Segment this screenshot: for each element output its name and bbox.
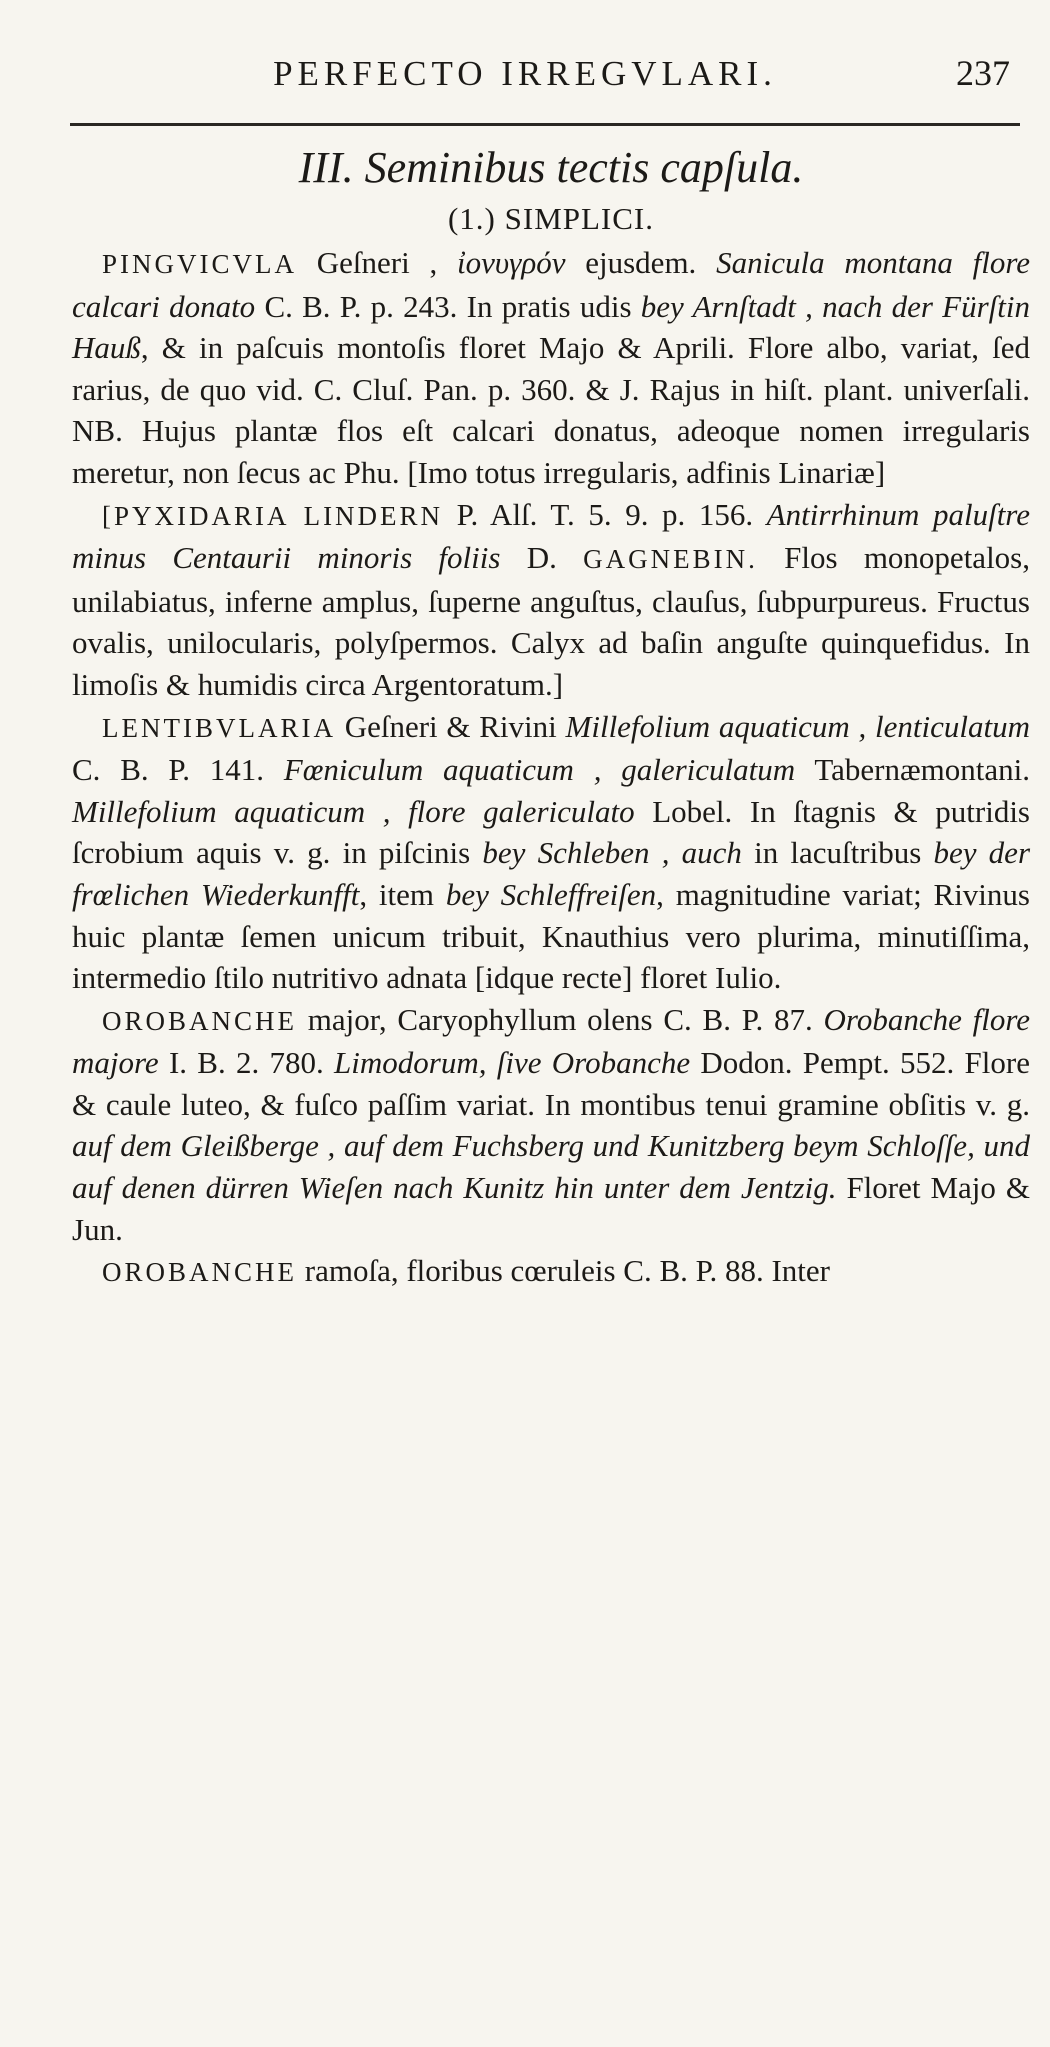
entry-text-segment: Geſneri ,	[297, 245, 458, 280]
entry-text-segment: Millefolium aquaticum , flore galericulato	[72, 793, 635, 829]
header-rule	[70, 123, 1020, 126]
entry-text-segment: auf dem Gleißberge , auf dem Fuchsberg und Kunitzberg beym Schloſſe, und auf denen dürren Wieſen nach Kunitz hin unter dem Jentzig.	[72, 1128, 1030, 1206]
entry-text-segment: Limodorum, ſive Orobanche	[334, 1045, 691, 1081]
entry-text-segment: bey Schleben , auch	[482, 835, 742, 871]
entry-name: OROBANCHE	[102, 1005, 298, 1036]
running-head	[0, 44, 1050, 104]
entry-text-segment: Floret Majo & Jun.	[72, 1170, 1030, 1247]
section-subtitle: (1.) SIMPLICI.	[447, 201, 655, 236]
entry-text-segment: ramoſa, floribus cœruleis C. B. P. 88. Inter	[297, 1253, 830, 1289]
entry-text-segment: , magnitudine variat; Rivinus huic plantæ ſemen unicum tribuit, Knauthius vero plurima, minutiſſima, intermedio ſtilo nutritivo adnata [idque recte] floret Iulio.	[72, 876, 1030, 996]
entry-pinguicula	[72, 242, 1030, 494]
entry-text-segment: , & in paſcuis montoſis floret Majo & Aprili. Flore albo, variat, ſed rarius, de quo vid. C. Cluſ. Pan. p. 360. & J. Rajus in hiſt. plant. univerſali. NB. Hujus plantæ flos eſt calcari donatus, adeoque nomen irregularis meretur, non ſecus ac Phu. [Imo totus irregularis, adfinis Linariæ]	[72, 330, 1030, 490]
entry-text-segment: , item	[359, 876, 446, 912]
entry-text-segment: D.	[500, 540, 584, 576]
section-title: III. Seminibus tectis capſula.	[298, 143, 804, 192]
entry-text-segment: C. B. P. p. 243. In pratis udis	[255, 288, 641, 324]
entry-name: [PYXIDARIA LINDERN	[102, 500, 444, 531]
entry-text-segment: Sanicula montana flore calcari donato	[72, 245, 1030, 324]
entry-text-segment: I. B. 2. 780.	[158, 1045, 335, 1081]
entry-text-segment: Orobanche flore majore	[72, 1001, 1030, 1081]
entry-pyxidaria	[72, 494, 1030, 706]
entry-body	[297, 1253, 830, 1288]
entry-text-segment: ἰονυγρόν	[457, 245, 566, 280]
entry-text-segment: C. B. P. 141.	[72, 752, 284, 788]
entry-text-segment: Dodon. Pempt. 552. Flore & caule luteo, & fuſco paſſim variat. In montibus tenui gramine obſitis v. g.	[72, 1045, 1030, 1122]
page-content	[72, 140, 1030, 1294]
entry-text-segment: P. Alſ. T. 5. 9. p. 156.	[443, 496, 767, 532]
entry-text-segment: Lobel. In ſtagnis & putridis ſcrobium aquis v. g. in piſcinis	[72, 793, 1030, 871]
entry-text-segment: bey der frœlichen Wiederkunfft	[72, 835, 1031, 912]
entry-text-segment: bey Arnſtadt , nach der Fürſtin Hauß	[72, 288, 1031, 366]
entry-text-segment: in lacuſtribus	[741, 835, 934, 871]
entry-body	[72, 245, 1030, 490]
entry-text-segment: bey Schleffreiſen	[445, 876, 657, 912]
entry-name: OROBANCHE	[102, 1257, 298, 1288]
entry-lentibularia	[72, 706, 1030, 999]
entry-name: PINGVICVLA	[102, 249, 297, 279]
entry-text-segment: GAGNEBIN.	[583, 544, 758, 575]
entry-text-segment: Geſneri & Rivini	[335, 708, 566, 744]
entry-text-segment: Fœniculum aquaticum , galericulatum	[283, 752, 796, 788]
page-number: 237	[956, 53, 1010, 93]
entry-text-segment: Tabernæmontani.	[795, 752, 1031, 788]
entry-orobanche-ramosa	[72, 1250, 1030, 1294]
entry-name: LENTIBVLARIA	[102, 712, 336, 743]
entry-text-segment: Flos monopetalos, unilabiatus, inferne amplus, ſuperne anguſtus, clauſus, ſubpurpureus. Fructus ovalis, unilocularis, polyſpermos. Calyx ad baſin anguſte quinquefidus. In limoſis & humidis circa Argentoratum.]	[72, 540, 1030, 702]
entry-orobanche-major	[72, 999, 1030, 1251]
entry-body	[72, 709, 1030, 996]
entry-text-segment: Millefolium aquaticum , lenticulatum	[565, 708, 1030, 744]
entry-text-segment: Antirrhinum paluſtre minus Centaurii minoris foliis	[72, 496, 1030, 576]
entry-body	[72, 1002, 1030, 1247]
running-title: PERFECTO IRREGVLARI.	[273, 54, 777, 93]
entry-text-segment: ejusdem.	[565, 245, 717, 280]
entry-text-segment: major, Caryophyllum olens C. B. P. 87.	[297, 1001, 824, 1037]
